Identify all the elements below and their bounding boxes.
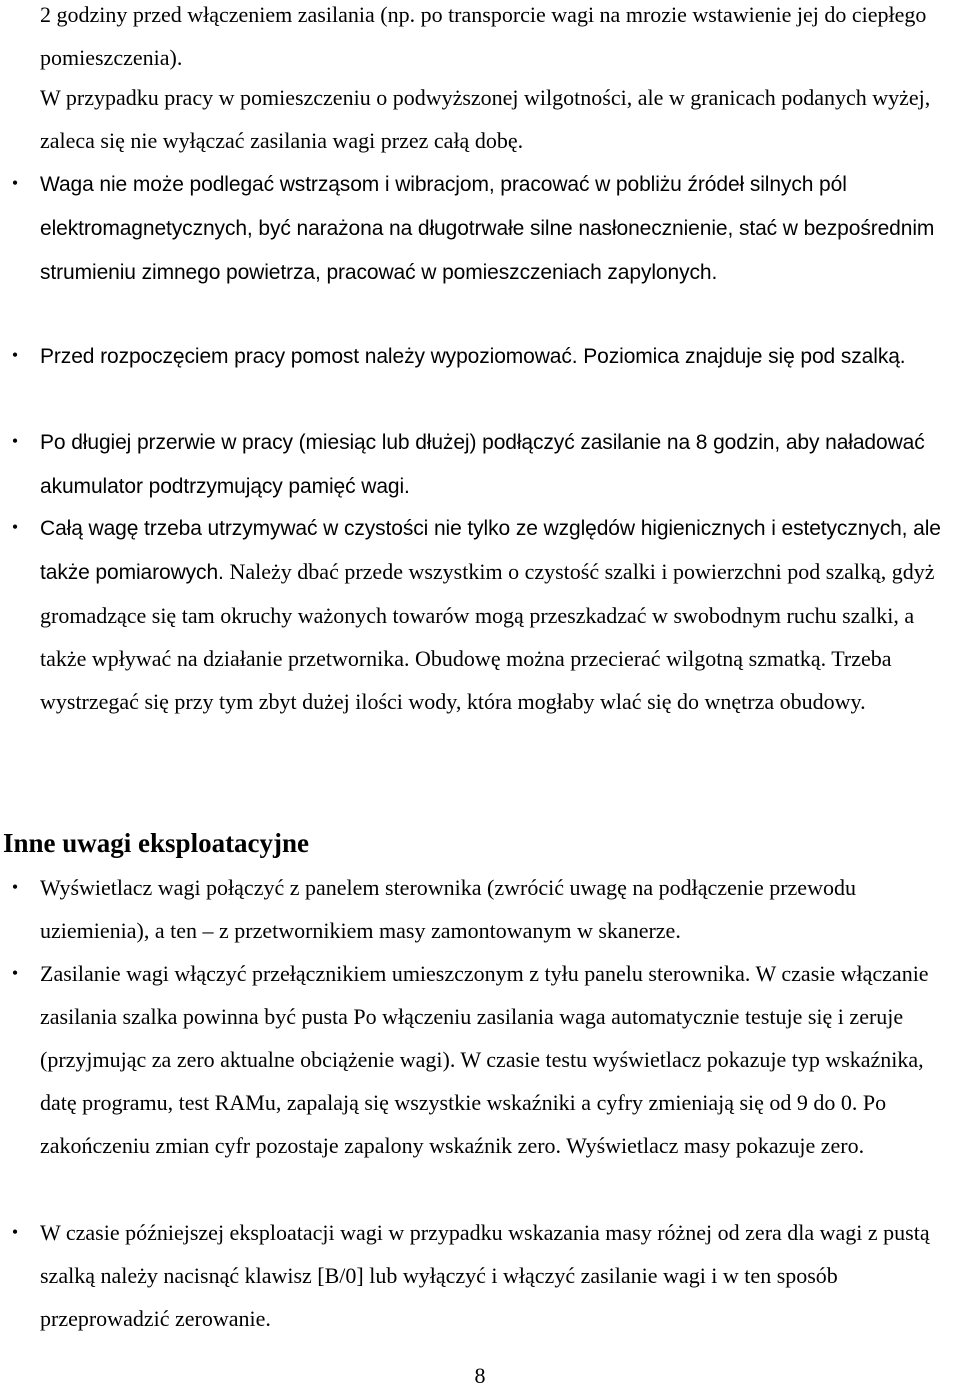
page-number: 8 bbox=[474, 1363, 486, 1388]
list-item-text: Zasilanie wagi włączyć przełącznikiem umieszczonym z tyłu panelu sterownika. W czasie włączanie zasilania szalka powinna być pusta Po włączeniu zasilania waga automatycznie testuje się i zeruje (przyjmując za zero aktualne obciążenie wagi). W czasie testu wyświetlacz pokazuje typ wskaźnika, datę programu, test RAMu, zapalają się wszystkie wskaźniki a cyfry zmieniają się od 9 do 0. Po zakończeniu zmian cyfr pozostaje zapalony wskaźnik zero. Wyświetlacz masy pokazuje zero. bbox=[40, 961, 929, 1158]
list-item-text: Całą wagę trzeba utrzymywać w czystości nie tylko ze względów higienicznych i estetycznych, ale także pomiarowych. bbox=[40, 517, 941, 584]
list-item-battery bbox=[11, 420, 946, 508]
bullet-icon: • bbox=[11, 1222, 19, 1242]
list-item-text: Waga nie może podlegać wstrząsom i wibracjom, pracować w pobliżu źródeł silnych pól elektromagnetycznych, być narażona na długotrwałe silne nasłonecznienie, stać w bezpośrednim strumieniu zimnego powietrza, pracować w pomieszczeniach zapylonych. bbox=[40, 173, 935, 284]
list-item-text: Wyświetlacz wagi połączyć z panelem sterownika (zwrócić uwagę na podłączenie przewodu uziemienia), a ten – z przetwornikiem masy zamontowanym w skanerze. bbox=[40, 875, 856, 943]
list-item-text: Po długiej przerwie w pracy (miesiąc lub dłużej) podłączyć zasilanie na 8 godzin, aby naładować akumulator podtrzymujący pamięć wagi. bbox=[40, 431, 925, 498]
list-item-zeroing bbox=[11, 1211, 946, 1340]
bullet-icon: • bbox=[11, 963, 19, 983]
list-item-text: W czasie późniejszej eksploatacji wagi w przypadku wskazania masy różnej od zera dla wagi z pustą szalką należy nacisnąć klawisz [B/0] lub wyłączyć i włączyć zasilanie wagi i w ten sposób przeprowadzić zerowanie. bbox=[40, 1220, 930, 1331]
bullet-icon: • bbox=[11, 517, 19, 537]
bullet-icon: • bbox=[11, 431, 19, 451]
bullet-icon: • bbox=[11, 345, 19, 365]
list-item-leveling bbox=[11, 334, 946, 378]
section-heading: Inne uwagi eksploatacyjne bbox=[3, 828, 310, 858]
intro-paragraph-1: 2 godziny przed włączeniem zasilania (np. po transporcie wagi na mrozie wstawienie jej do ciepłego pomieszczenia). bbox=[40, 2, 927, 70]
list-item-vibration bbox=[11, 162, 946, 294]
bullet-icon: • bbox=[11, 173, 19, 193]
intro-paragraph-2: W przypadku pracy w pomieszczeniu o podwyższonej wilgotności, ale w granicach podanych wyżej, zaleca się nie wyłączać zasilania wagi przez całą dobę. bbox=[40, 85, 931, 153]
list-item-text-continued: Należy dbać przede wszystkim o czystość szalki i powierzchni pod szalką, gdyż gromadzące się tam okruchy ważonych towarów mogą przeszkadzać w swobodnym ruchu szalki, a także wpływać na działanie przetwornika. Obudowę można przecierać wilgotną szmatką. Trzeba wystrzegać się przy tym zbyt dużej ilości wody, która mogłaby wlać się do wnętrza obudowy. bbox=[40, 559, 935, 714]
list-item-power-on bbox=[11, 952, 946, 1167]
list-item-text: Przed rozpoczęciem pracy pomost należy wypoziomować. Poziomica znajduje się pod szalką. bbox=[40, 345, 906, 368]
list-item-display-connection bbox=[11, 866, 946, 952]
list-item-cleaning bbox=[11, 506, 946, 723]
bullet-icon: • bbox=[11, 877, 19, 897]
